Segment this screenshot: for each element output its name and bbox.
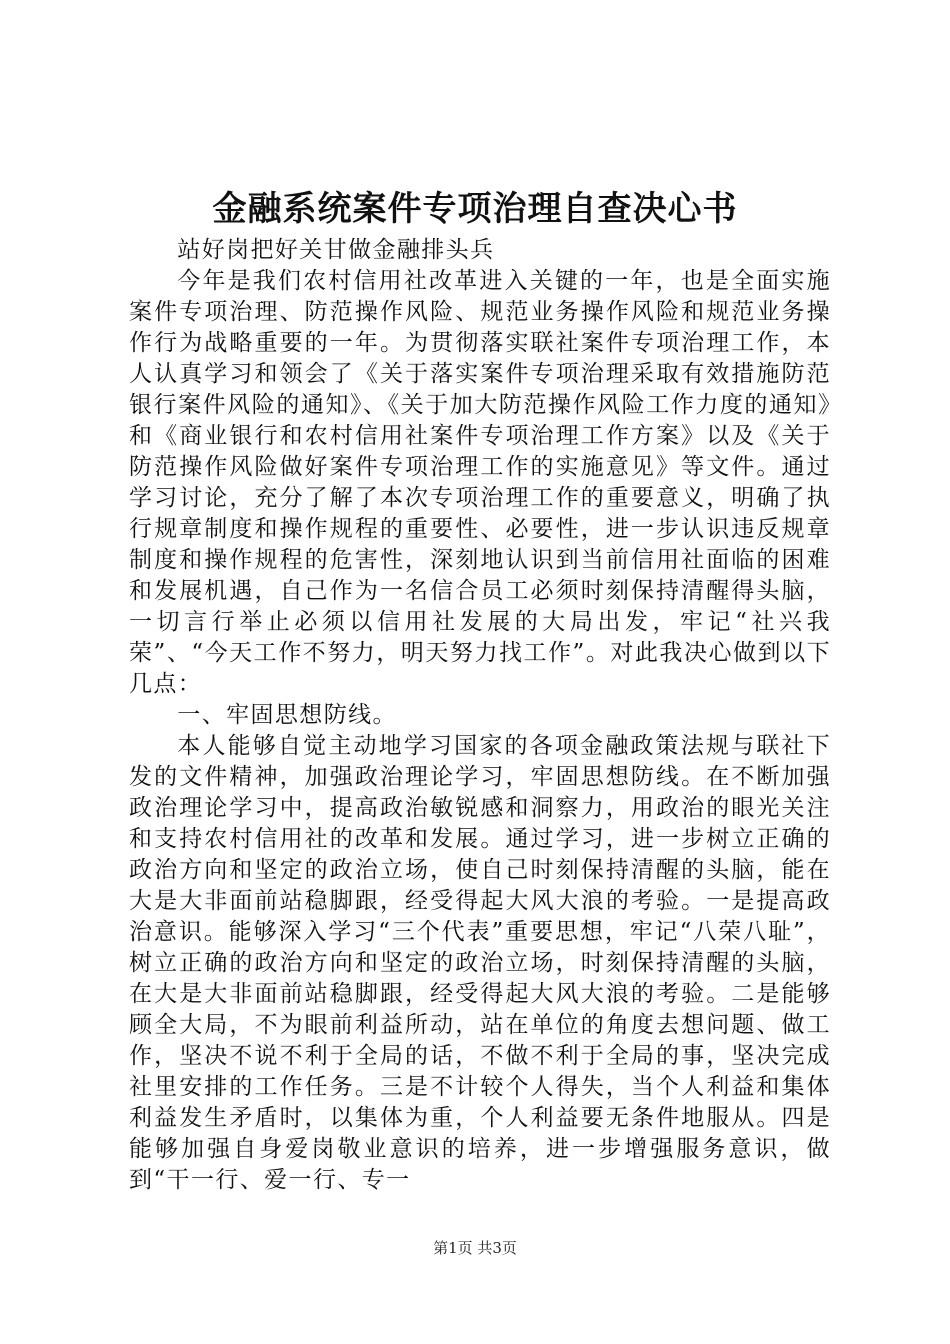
document-body bbox=[129, 235, 831, 1196]
page-footer: 第1页 共3页 bbox=[433, 1239, 517, 1257]
section-heading-1: 一、牢固思想防线。 bbox=[177, 702, 397, 728]
paragraph-intro: 今年是我们农村信用社改革进入关键的一年，也是全面实施案件专项治理、防范操作风险、规范业务操作风险和规范业务操作行为战略重要的一年。为贯彻落实联社案件专项治理工作，本人认真学习和领会了《关于落实案件专项治理采取有效措施防范银行案件风险的通知》、《关于加大防范操作风险工作力度的通知》和《商业银行和农村信用社案件专项治理工作方案》以及《关于防范操作风险做好案件专项治理工作的实施意见》等文件。通过学习讨论，充分了解了本次专项治理工作的重要意义，明确了执行规章制度和操作规程的重要性、必要性，进一步认识违反规章制度和操作规程的危害性，深刻地认识到当前信用社面临的困难和发展机遇，自己作为一名信合员工必须时刻保持清醒得头脑，一切言行举止必须以信用社发展的大局出发，牢记“社兴我荣”、“今天工作不努力，明天努力找工作”。对此我决心做到以下几点： bbox=[129, 268, 831, 697]
document-subtitle: 站好岗把好关甘做金融排头兵 bbox=[177, 237, 495, 263]
paragraph-section-1: 本人能够自觉主动地学习国家的各项金融政策法规与联社下发的文件精神，加强政治理论学习，牢固思想防线。在不断加强政治理论学习中，提高政治敏锐感和洞察力，用政治的眼光关注和支持农村信用社的改革和发展。通过学习，进一步树立正确的政治方向和坚定的政治立场，使自己时刻保持清醒的头脑，能在大是大非面前站稳脚跟，经受得起大风大浪的考验。一是提高政治意识。能够深入学习“三个代表”重要思想，牢记“八荣八耻”，树立正确的政治方向和坚定的政治立场，时刻保持清醒的头脑，在大是大非面前站稳脚跟，经受得起大风大浪的考验。二是能够顾全大局，不为眼前利益所动，站在单位的角度去想问题、做工作，坚决不说不利于全局的话，不做不利于全局的事，坚决完成社里安排的工作任务。三是不计较个人得失，当个人利益和集体利益发生矛盾时，以集体为重，个人利益要无条件地服从。四是能够加强自身爱岗敬业意识的培养，进一步增强服务意识，做到“干一行、爱一行、专一 bbox=[129, 733, 831, 1193]
document-title: 金融系统案件专项治理自查决心书 bbox=[212, 189, 738, 229]
